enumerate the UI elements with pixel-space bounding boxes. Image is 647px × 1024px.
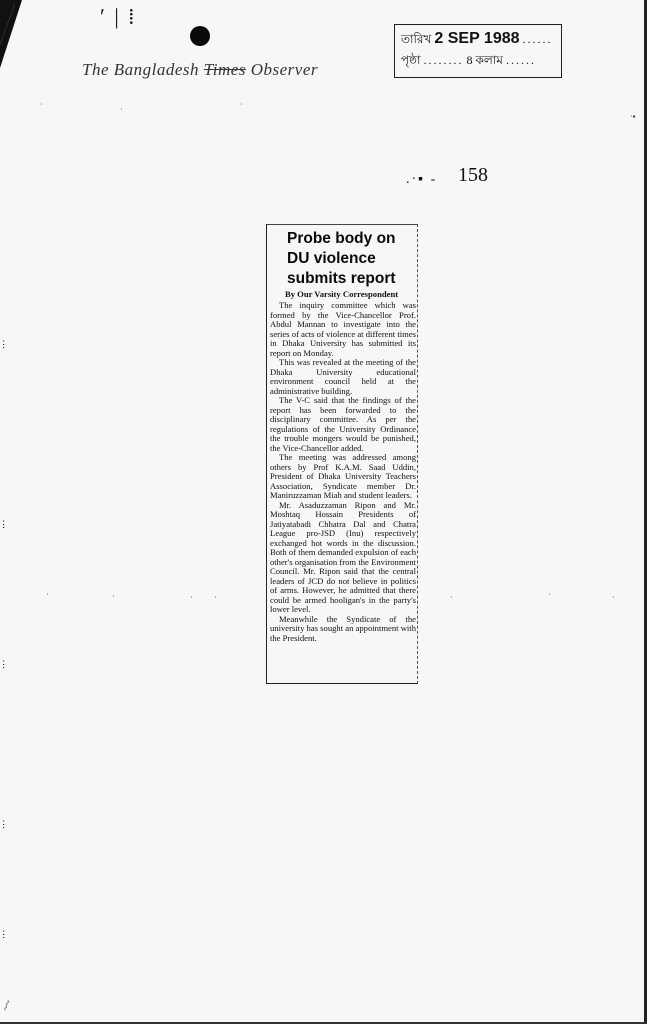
scan-speck: · (46, 590, 49, 599)
scan-speck: · (190, 593, 193, 602)
page-number-dash: .·▪ - (406, 172, 438, 187)
newspaper-masthead (82, 60, 318, 80)
scan-speck: · (450, 593, 453, 602)
article-headline: Probe body on DU violence submits report (287, 230, 396, 287)
page-number: 158 (458, 164, 488, 186)
stamp-page-row (401, 52, 557, 72)
stamp-dots: ...... (522, 32, 553, 46)
pencil-marks: ʹ | ⁞ (100, 4, 137, 29)
margin-mark: ⵗ (2, 820, 6, 831)
scan-speck: · (240, 100, 243, 109)
margin-mark: ⵗ (2, 930, 6, 941)
stamp-page-label: পৃষ্ঠা (401, 53, 421, 67)
scan-speck: · (40, 100, 43, 109)
scan-speck: · (214, 593, 217, 602)
article-paragraph: Meanwhile the Syndicate of the university has sought an appointment with the President. (270, 613, 416, 643)
article-byline: By Our Varsity Correspondent (285, 289, 399, 299)
stamp-dots: ...... (505, 53, 536, 67)
article-paragraph: The meeting was addressed among others by Prof K.A.M. Saad Uddin, President of Dhaka University Teachers Association, Syndicate member Dr. Maniruzzaman Miah and student leaders. (270, 452, 416, 500)
stamp-date-row (401, 30, 557, 51)
stamp-page-value: 8 কলাম (466, 53, 503, 67)
article-paragraph: This was revealed at the meeting of the Dhaka University educational environment council held at the administrative building. (270, 357, 416, 396)
margin-mark: ⵗ (2, 520, 6, 531)
stamp-dots: ........ (423, 53, 464, 67)
newspaper-clipping (266, 224, 418, 684)
scan-speck: · (548, 590, 551, 599)
scan-speck: ·▪ (630, 112, 636, 121)
masthead-title: Observer (250, 60, 318, 79)
scan-speck: · (120, 105, 123, 114)
stamp-date-value: 2 SEP 1988 (434, 30, 520, 47)
masthead-struck-word: Times (203, 60, 246, 79)
scan-speck: · (112, 592, 115, 601)
article-paragraph: The inquiry committee which was formed by the Vice-Chancellor Prof. Abdul Mannan to investigate into the series of acts of violence at different times in Dhaka University has submitted its report on Monday. (270, 300, 416, 358)
margin-mark: ⵗ (2, 660, 6, 671)
clipping-date-stamp (394, 24, 562, 78)
corner-scrawl: ~~ (0, 998, 15, 1013)
scan-speck: · (612, 593, 615, 602)
article-paragraph: The V-C said that the findings of the report has been forwarded to the disciplinary committee. As per the regulations of the University Ordinance the trouble mongers would be punished, the Vice-Chancellor added. (270, 395, 416, 453)
stamp-date-label: তারিখ (401, 32, 432, 46)
margin-mark: ⵗ (2, 340, 6, 351)
masthead-prefix: The Bangladesh (82, 60, 200, 79)
article-body (270, 301, 416, 643)
punch-hole (190, 26, 210, 46)
article-paragraph: Mr. Asaduzzaman Ripon and Mr. Moshtaq Hossain Presidents of Jatiyatabadi Chhatra Dal and Chatra League pro-JSD (Inu) respectively exchanged hot words in the discussion. Both of them demanded expulsion of each other's organisation from the Environment Council. Mr. Ripon said that the central leaders of JCD do not believe in politics of arms. However, he admitted that there could be armed hooligan's in the party's lower level. (270, 499, 416, 614)
